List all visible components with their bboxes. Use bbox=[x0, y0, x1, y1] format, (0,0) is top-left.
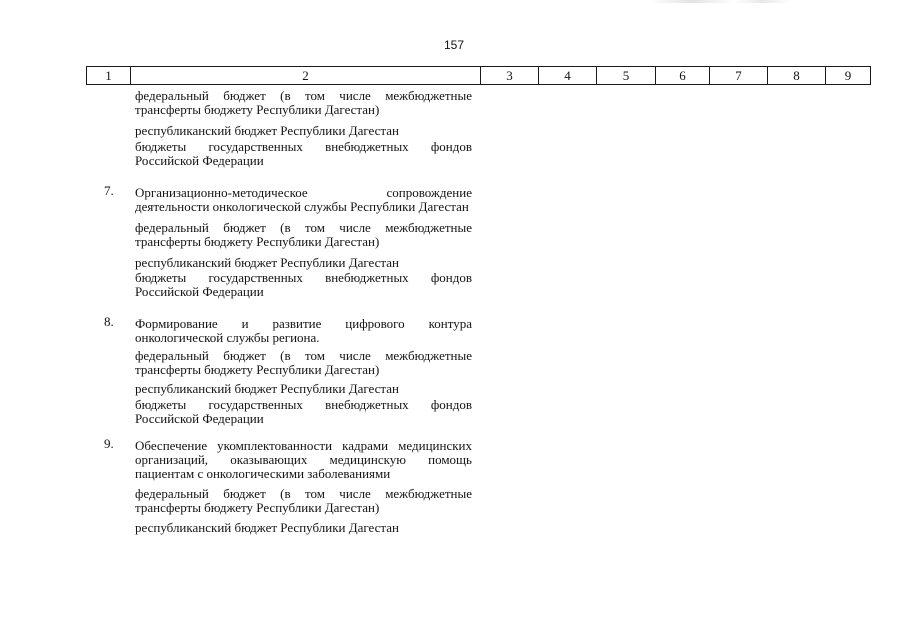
header-cell: 2 bbox=[131, 67, 481, 85]
item-number: 8. bbox=[104, 314, 114, 329]
page-number: 157 bbox=[444, 38, 465, 52]
item-number: 9. bbox=[104, 436, 114, 451]
column-header-table bbox=[86, 66, 871, 85]
header-cell: 6 bbox=[656, 67, 710, 85]
header-cell: 4 bbox=[539, 67, 597, 85]
funding-line-republic: республиканский бюджет Республики Дагестан bbox=[135, 520, 399, 535]
item-title: Обеспечение укомплектованности кадрами медицинских организаций, оказывающих медицинскую помощь пациентам с онкологическими заболеваниями bbox=[135, 438, 472, 481]
item-title: Организационно-методическое сопровождение деятельности онкологической службы Республики Дагестан bbox=[135, 185, 472, 214]
scan-artifact bbox=[650, 0, 790, 3]
funding-line-funds: бюджеты государственных внебюджетных фондов Российской Федерации bbox=[135, 139, 472, 168]
header-cell: 9 bbox=[826, 67, 871, 85]
header-cell: 1 bbox=[87, 67, 131, 85]
header-cell: 5 bbox=[597, 67, 656, 85]
funding-line-federal: федеральный бюджет (в том числе межбюджетные трансферты бюджету Республики Дагестан) bbox=[135, 88, 472, 117]
header-cell: 7 bbox=[710, 67, 768, 85]
funding-line-republic: республиканский бюджет Республики Дагестан bbox=[135, 255, 399, 270]
funding-line-federal: федеральный бюджет (в том числе межбюджетные трансферты бюджету Республики Дагестан) bbox=[135, 348, 472, 377]
header-cell: 3 bbox=[481, 67, 539, 85]
funding-line-funds: бюджеты государственных внебюджетных фондов Российской Федерации bbox=[135, 270, 472, 299]
funding-line-republic: республиканский бюджет Республики Дагестан bbox=[135, 123, 399, 138]
header-cell: 8 bbox=[768, 67, 826, 85]
item-number: 7. bbox=[104, 183, 114, 198]
funding-line-federal: федеральный бюджет (в том числе межбюджетные трансферты бюджету Республики Дагестан) bbox=[135, 486, 472, 515]
funding-line-funds: бюджеты государственных внебюджетных фондов Российской Федерации bbox=[135, 397, 472, 426]
header-row bbox=[87, 67, 871, 85]
funding-line-republic: республиканский бюджет Республики Дагестан bbox=[135, 381, 399, 396]
funding-line-federal: федеральный бюджет (в том числе межбюджетные трансферты бюджету Республики Дагестан) bbox=[135, 220, 472, 249]
item-title: Формирование и развитие цифрового контура онкологической службы региона. bbox=[135, 316, 472, 345]
